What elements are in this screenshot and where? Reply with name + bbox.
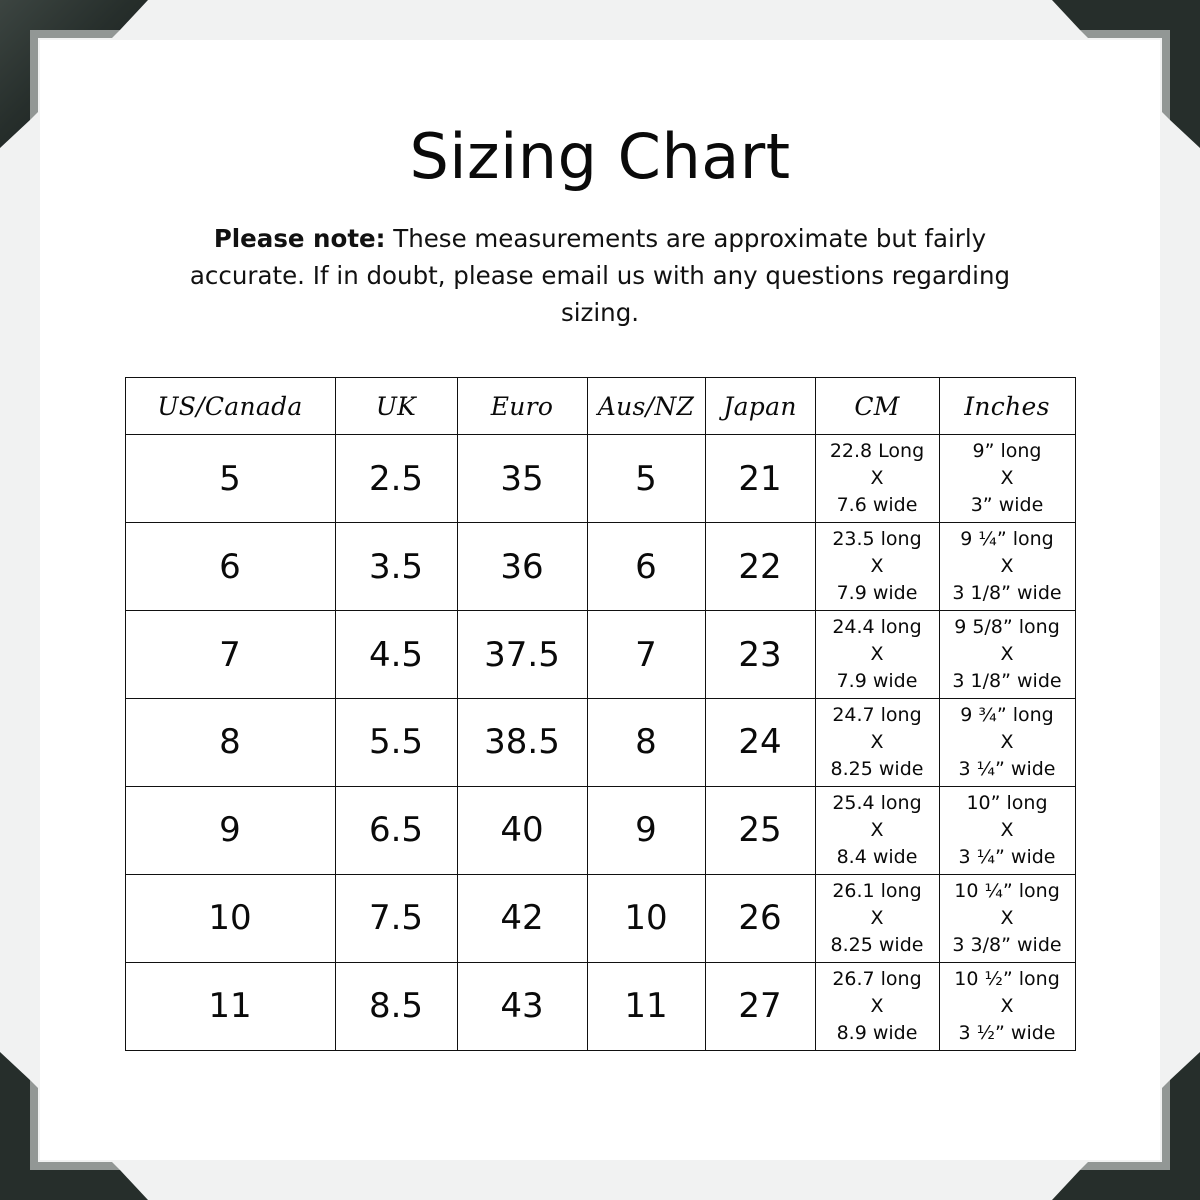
- note-paragraph: [180, 221, 1020, 331]
- cell-cm-line1: 26.7 long: [832, 967, 922, 990]
- cell-cm: [815, 698, 939, 786]
- cell-inches-line2: X: [1000, 906, 1014, 929]
- cell-aus: 5: [587, 435, 705, 523]
- cell-cm: [815, 611, 939, 699]
- cell-uk: 6.5: [335, 786, 457, 874]
- cell-inches-line3: 3 ½” wide: [958, 1021, 1056, 1044]
- cell-inches-line3: 3 1/8” wide: [952, 582, 1062, 605]
- cell-japan: 25: [705, 786, 815, 874]
- cell-cm-line2: X: [870, 555, 884, 578]
- cell-cm-line2: X: [870, 818, 884, 841]
- cell-euro: 40: [457, 786, 587, 874]
- cell-euro: 37.5: [457, 611, 587, 699]
- cell-inches: [939, 962, 1075, 1050]
- cell-us: 11: [125, 962, 335, 1050]
- cell-cm-line3: 8.25 wide: [830, 757, 924, 780]
- cell-inches-line3: 3 ¼” wide: [958, 757, 1056, 780]
- cell-inches-line1: 10 ½” long: [954, 967, 1060, 990]
- cell-cm-line3: 7.6 wide: [836, 494, 918, 517]
- cell-cm: [815, 962, 939, 1050]
- cell-inches-line1: 10 ¼” long: [954, 879, 1060, 902]
- cell-euro: 36: [457, 523, 587, 611]
- table-header-row: [125, 378, 1075, 435]
- cell-aus: 8: [587, 698, 705, 786]
- column-header-aus-nz: Aus/NZ: [587, 378, 705, 435]
- table-row: [125, 611, 1075, 699]
- cell-inches: [939, 523, 1075, 611]
- column-header-japan: Japan: [705, 378, 815, 435]
- column-header-euro: Euro: [457, 378, 587, 435]
- sizing-table: [125, 377, 1076, 1050]
- column-header-us-canada: US/Canada: [125, 378, 335, 435]
- cell-cm: [815, 435, 939, 523]
- table-row: [125, 786, 1075, 874]
- cell-cm: [815, 874, 939, 962]
- cell-cm-line2: X: [870, 994, 884, 1017]
- cell-cm-line1: 24.4 long: [832, 616, 922, 639]
- cell-inches: [939, 786, 1075, 874]
- cell-aus: 6: [587, 523, 705, 611]
- cell-inches-line3: 3” wide: [970, 494, 1044, 517]
- cell-inches-line2: X: [1000, 643, 1014, 666]
- cell-uk: 3.5: [335, 523, 457, 611]
- cell-inches-line2: X: [1000, 467, 1014, 490]
- cell-inches-line3: 3 ¼” wide: [958, 845, 1056, 868]
- table-row: [125, 962, 1075, 1050]
- cell-inches-line1: 9” long: [972, 440, 1042, 463]
- cell-cm-line3: 7.9 wide: [836, 582, 918, 605]
- cell-cm-line1: 26.1 long: [832, 879, 922, 902]
- note-bold-label: Please note:: [213, 224, 386, 253]
- cell-cm-line2: X: [870, 730, 884, 753]
- cell-cm-line2: X: [870, 906, 884, 929]
- cell-aus: 11: [587, 962, 705, 1050]
- cell-japan: 21: [705, 435, 815, 523]
- cell-inches-line1: 9 5/8” long: [954, 616, 1060, 639]
- cell-inches: [939, 874, 1075, 962]
- cell-cm-line3: 8.4 wide: [836, 845, 918, 868]
- cell-japan: 26: [705, 874, 815, 962]
- cell-inches: [939, 611, 1075, 699]
- cell-uk: 7.5: [335, 874, 457, 962]
- cell-euro: 35: [457, 435, 587, 523]
- cell-uk: 2.5: [335, 435, 457, 523]
- cell-euro: 38.5: [457, 698, 587, 786]
- cell-cm-line3: 7.9 wide: [836, 670, 918, 692]
- cell-inches-line2: X: [1000, 730, 1014, 753]
- cell-uk: 4.5: [335, 611, 457, 699]
- cell-cm-line2: X: [870, 467, 884, 490]
- cell-inches-line1: 9 ¾” long: [960, 703, 1054, 726]
- cell-cm-line1: 22.8 Long: [829, 440, 925, 463]
- cell-us: 5: [125, 435, 335, 523]
- cell-cm-line3: 8.9 wide: [836, 1021, 918, 1044]
- table-row: [125, 698, 1075, 786]
- cell-cm-line2: X: [870, 643, 884, 666]
- cell-uk: 5.5: [335, 698, 457, 786]
- cell-japan: 27: [705, 962, 815, 1050]
- cell-inches-line2: X: [1000, 818, 1014, 841]
- note-text: These measurements are approximate but fairly accurate. If in doubt, please email us with any questions regarding sizing.: [189, 224, 1011, 327]
- cell-cm-line3: 8.25 wide: [830, 933, 924, 956]
- cell-japan: 24: [705, 698, 815, 786]
- cell-cm-line1: 23.5 long: [832, 528, 922, 551]
- cell-inches-line2: X: [1000, 994, 1014, 1017]
- cell-cm-line1: 25.4 long: [832, 791, 922, 814]
- chart-content: [110, 120, 1090, 1080]
- cell-inches-line3: 3 1/8” wide: [952, 670, 1062, 692]
- cell-inches-line1: 10” long: [966, 791, 1048, 814]
- cell-inches-line1: 9 ¼” long: [960, 528, 1054, 551]
- column-header-inches: Inches: [939, 378, 1075, 435]
- table-row: [125, 874, 1075, 962]
- cell-aus: 10: [587, 874, 705, 962]
- cell-us: 9: [125, 786, 335, 874]
- cell-us: 10: [125, 874, 335, 962]
- cell-cm-line1: 24.7 long: [832, 703, 922, 726]
- cell-euro: 43: [457, 962, 587, 1050]
- cell-uk: 8.5: [335, 962, 457, 1050]
- page-title: Sizing Chart: [409, 120, 791, 193]
- column-header-cm: CM: [815, 378, 939, 435]
- cell-inches: [939, 698, 1075, 786]
- cell-us: 6: [125, 523, 335, 611]
- cell-inches: [939, 435, 1075, 523]
- cell-cm: [815, 523, 939, 611]
- cell-cm: [815, 786, 939, 874]
- cell-japan: 22: [705, 523, 815, 611]
- table-row: [125, 435, 1075, 523]
- cell-us: 8: [125, 698, 335, 786]
- cell-inches-line3: 3 3/8” wide: [952, 933, 1062, 956]
- cell-euro: 42: [457, 874, 587, 962]
- cell-aus: 9: [587, 786, 705, 874]
- table-row: [125, 523, 1075, 611]
- cell-us: 7: [125, 611, 335, 699]
- column-header-uk: UK: [335, 378, 457, 435]
- cell-japan: 23: [705, 611, 815, 699]
- cell-inches-line2: X: [1000, 555, 1014, 578]
- cell-aus: 7: [587, 611, 705, 699]
